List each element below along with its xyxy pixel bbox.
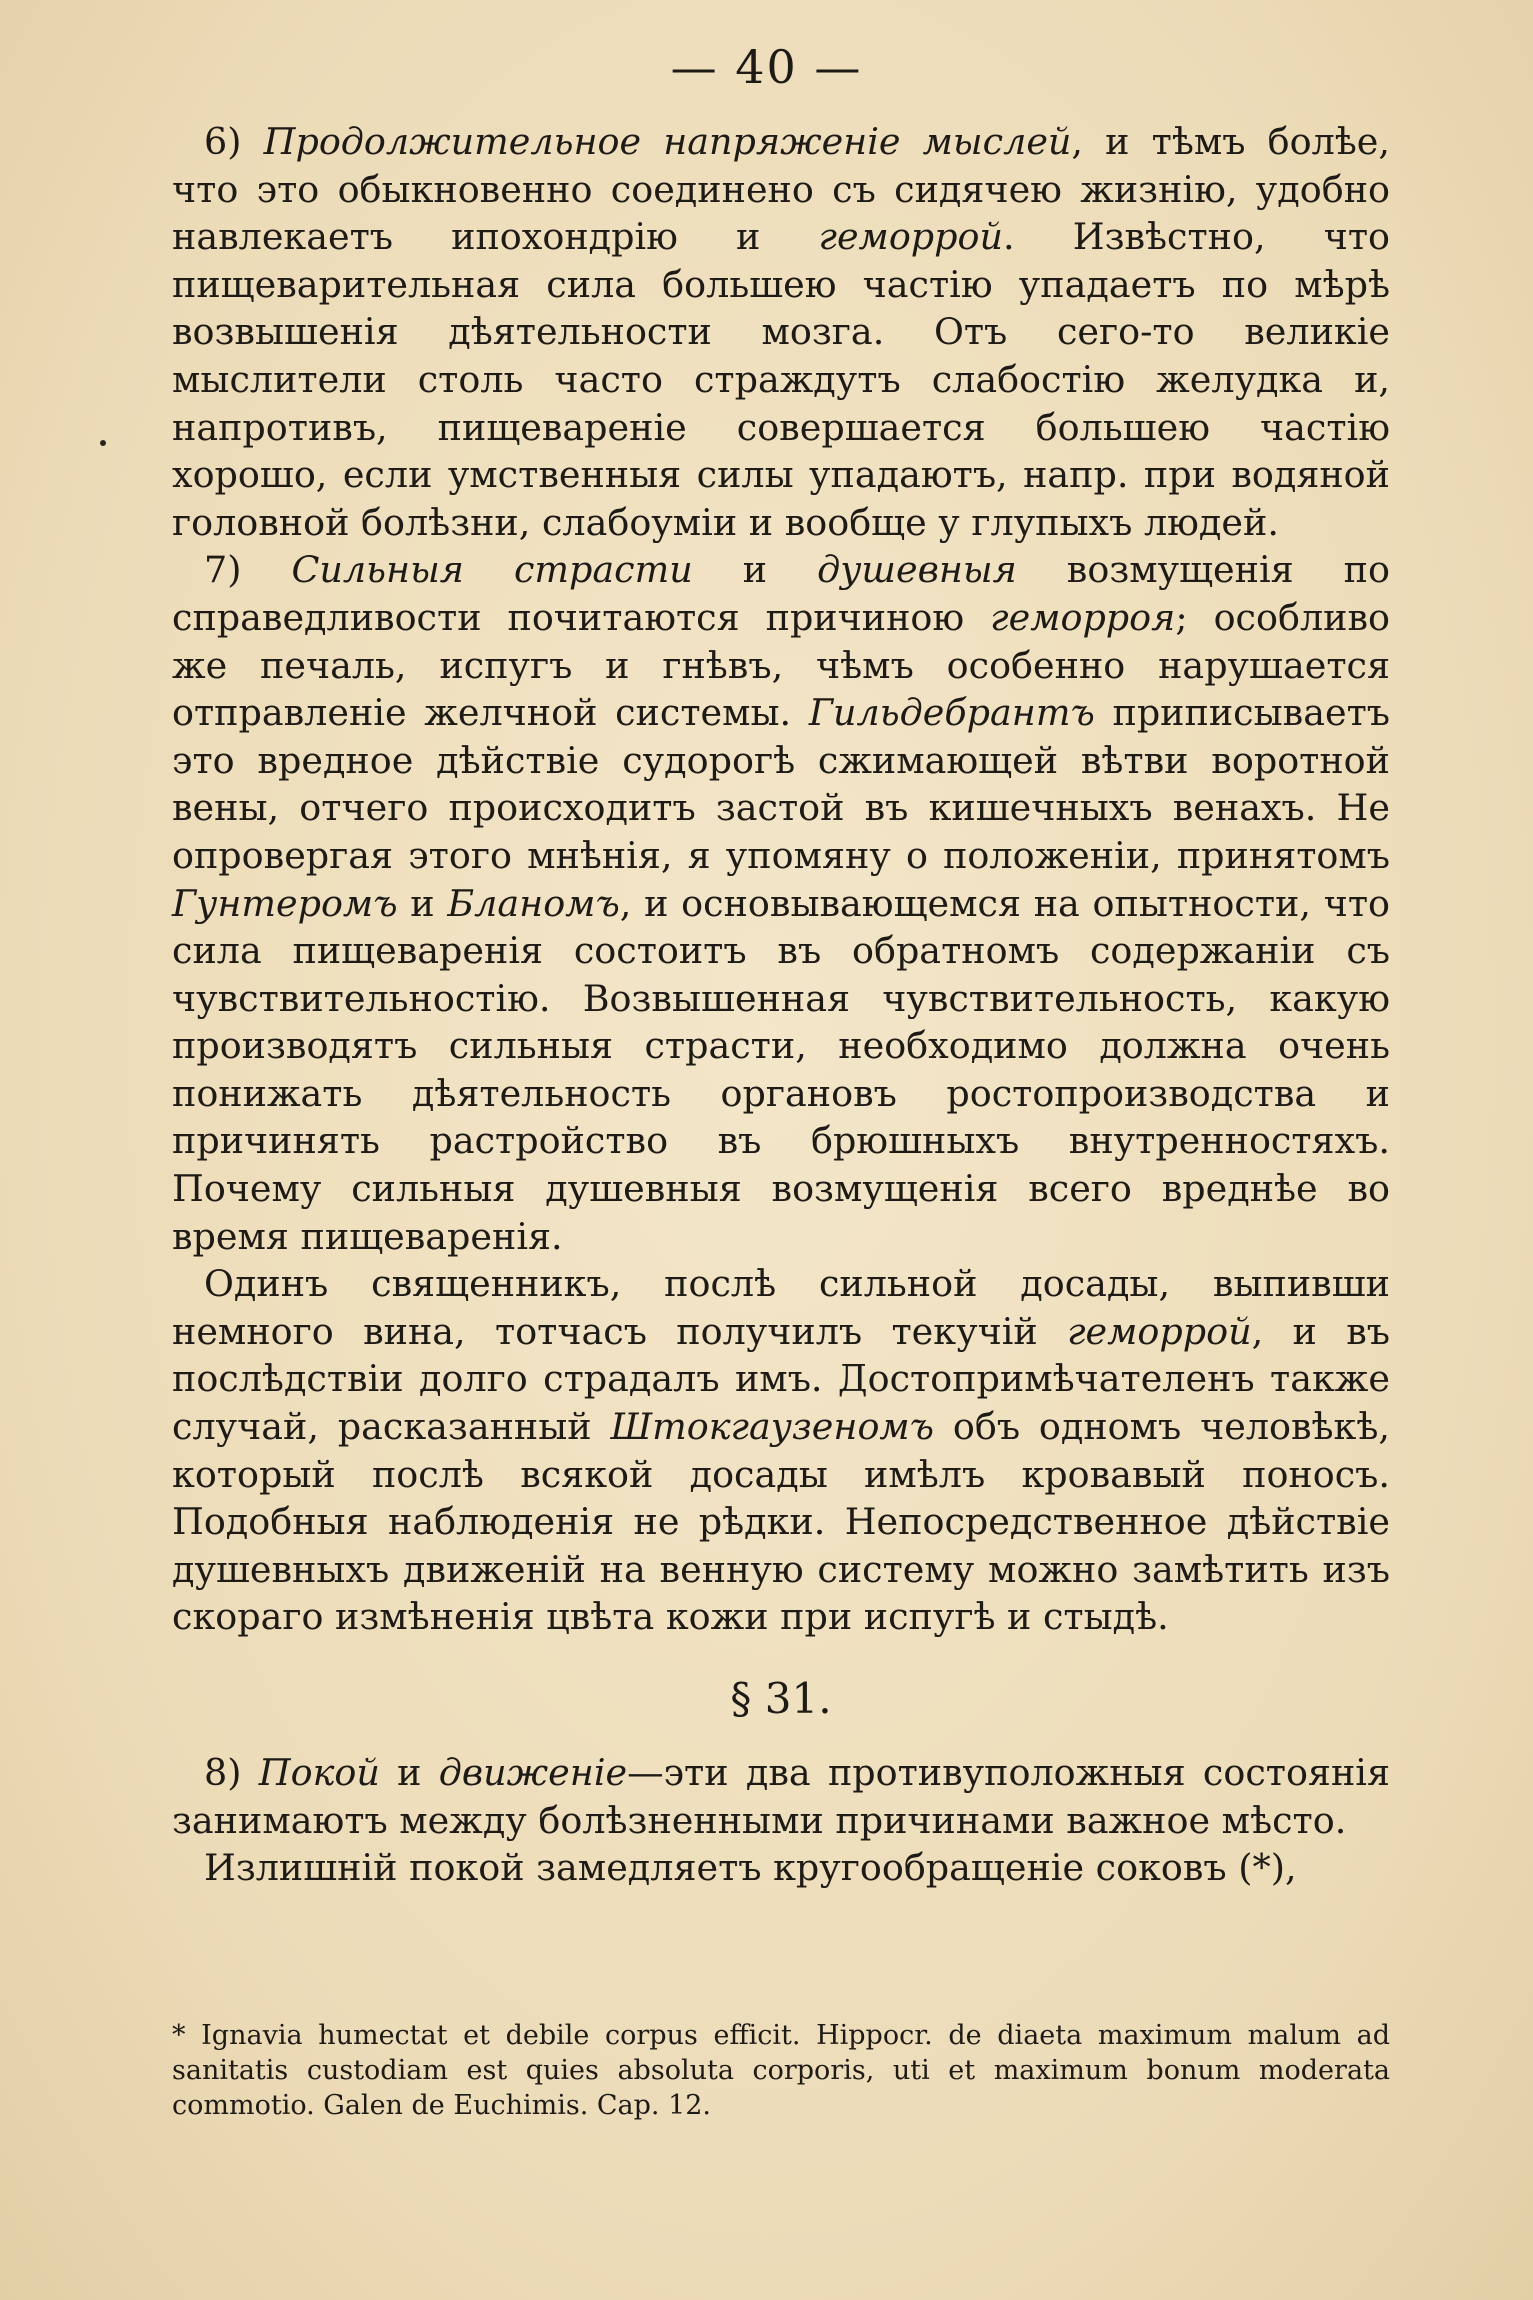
text-run: объ одномъ человѣкѣ, который послѣ всякой досады имѣлъ кровавый поносъ. Подобныя наблюденія не рѣдки. Непосредственное дѣйствіе душевныхъ движеній на венную систему можно замѣтить изъ скораго измѣненія цвѣта кожи при испугѣ и стыдѣ. — [172, 1405, 1390, 1639]
text-run: 6) — [204, 120, 264, 163]
page-number: — 40 — — [670, 40, 863, 94]
text-run: . Извѣстно, что пищеварительная сила большею частію упадаетъ по мѣрѣ возвышенія дѣятельности мозга. Отъ сего-то великіе мыслители столь часто страждутъ слабостію желудка и, напротивъ, пищевареніе совершается большею частію хорошо, если умственныя силы упадаютъ, напр. при водяной головной болѣзни, слабоуміи и вообще у глупыхъ людей. — [172, 215, 1390, 544]
italic-run: геморрой — [1067, 1309, 1252, 1353]
section-heading: § 31. — [730, 1674, 832, 1723]
italic-run: Покой — [258, 1751, 380, 1794]
italic-run: Бланомъ — [447, 881, 620, 925]
italic-run: Продолжительное напряженіе мыслей — [263, 120, 1072, 163]
text-run: —эти два противуположныя состоянія занимаютъ между болѣзненными причинами важное мѣсто. — [172, 1751, 1390, 1842]
text-run: возмущенія по справедливости почитаются причиною — [172, 548, 1390, 639]
text-run: , и тѣмъ болѣе, что это обыкновенно соединено съ сидячею жизнію, удобно навлекаетъ ипохондрію и — [172, 120, 1390, 259]
body-text — [172, 118, 1390, 1892]
italic-run: движеніе — [438, 1751, 628, 1794]
text-run: Одинъ священникъ, послѣ сильной досады, выпивши немного вина, тотчасъ получилъ текучій — [172, 1262, 1390, 1353]
italic-run: Штокгаузеномъ — [610, 1405, 935, 1449]
text-run: и — [397, 881, 448, 925]
ink-speck — [100, 440, 106, 446]
paragraph-8 — [172, 1749, 1390, 1844]
footnote: * Ignavia humectat et debile corpus efficit. Hippocr. de diaeta maximum malum ad sanitatis custodiam est quies absoluta corporis, uti et maximum bonum moderata commotio. Galen de Euchimis. Cap. 12. — [172, 2020, 1390, 2121]
italic-run: геморрой — [818, 215, 1004, 259]
text-run: и — [379, 1751, 439, 1794]
text-run: , и въ послѣдствіи долго страдалъ имъ. Достопримѣчателенъ также случай, расказанный — [172, 1309, 1391, 1449]
paragraph-6 — [172, 118, 1390, 546]
italic-run: душевныя — [817, 548, 1017, 592]
text-run: 7) — [204, 548, 292, 592]
text-run: Излишній покой замедляетъ кругообращеніе соковъ (*), — [204, 1846, 1297, 1890]
paragraph-priest-case — [172, 1260, 1390, 1641]
italic-run: Сильныя страсти — [291, 548, 693, 592]
paragraph-rest — [172, 1844, 1390, 1892]
italic-run: геморроя — [990, 595, 1176, 639]
italic-run: Гунтеромъ — [172, 881, 398, 925]
text-run: ; особливо же печаль, испугъ и гнѣвъ, чѣмъ особенно нарушается отправленіе желчной системы. — [172, 595, 1390, 735]
text-run: и — [692, 548, 818, 592]
paragraph-7 — [172, 546, 1390, 1260]
text-run: приписываетъ это вредное дѣйствіе судорогѣ сжимающей вѣтви воротной вены, отчего происходитъ застой въ кишечныхъ венахъ. Не опровергая этого мнѣнія, я упомяну о положеніи, принятомъ — [172, 691, 1390, 877]
text-run: , и основывающемся на опытности, что сила пищеваренія состоитъ въ обратномъ содержаніи съ чувствительностію. Возвышенная чувствительность, какую производятъ сильныя страсти, необходимо должна очень понижать дѣятельность органовъ ростопроизводства и причинять растройство въ брюшныхъ внутренностяхъ. Почему сильныя душевныя возмущенія всего вреднѣе во время пищеваренія. — [172, 881, 1390, 1258]
text-run: 8) — [204, 1751, 259, 1794]
italic-run: Гильдебрантъ — [808, 691, 1095, 735]
